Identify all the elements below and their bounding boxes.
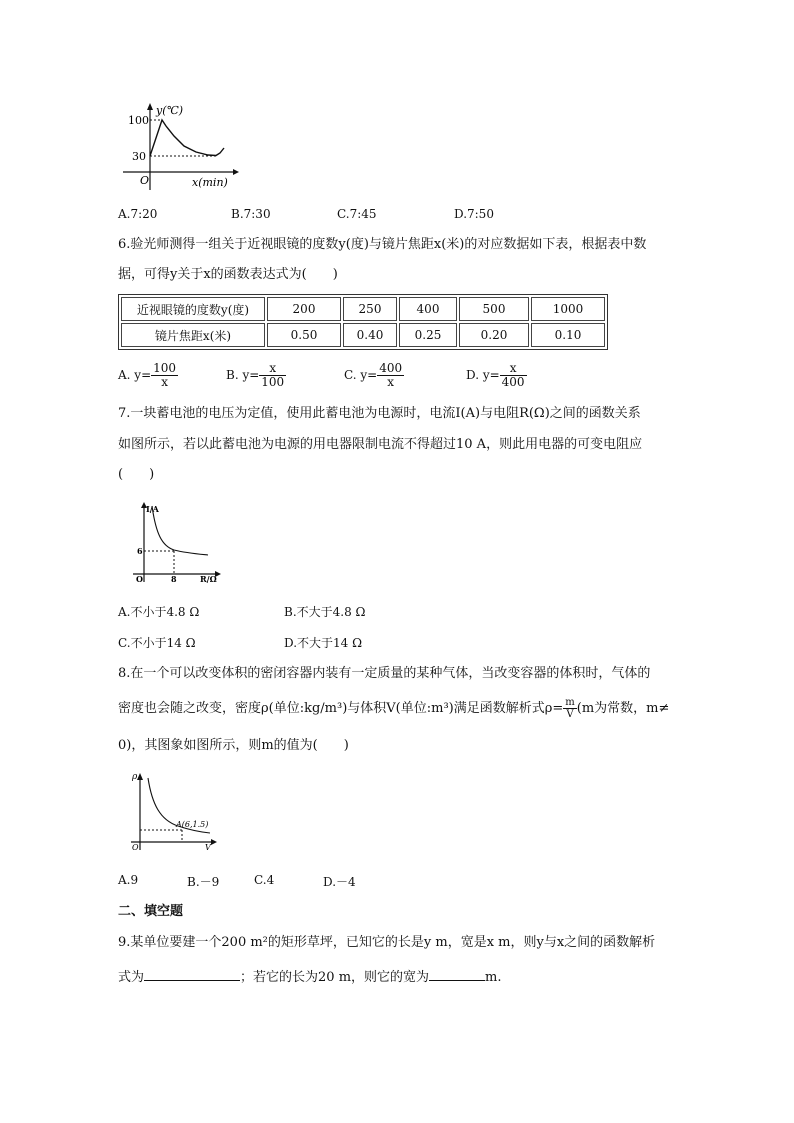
table-row-header: 近视眼镜的度数y(度) xyxy=(121,297,265,321)
table-row xyxy=(121,297,605,321)
q6-option-b[interactable]: B. y= $\frac{x}{100}$ xyxy=(226,361,285,389)
q9-stem-line2: 式为 ；若它的长为20 m，则它的宽为 m. xyxy=(118,966,502,987)
graph8-origin: O xyxy=(132,843,139,852)
table-cell: 250 xyxy=(343,297,397,321)
q7-stem-line2: 如图所示，若以此蓄电池为电源的用电器限制电流不得超过10 A，则此用电器的可变电阻应 xyxy=(118,437,643,452)
q7-option-a[interactable]: A.不小于4.8 Ω xyxy=(118,605,200,619)
q5-option-d[interactable]: D.7:50 xyxy=(454,207,494,221)
table-row xyxy=(121,323,605,347)
q8-option-a[interactable]: A.9 xyxy=(118,873,139,887)
table-cell: 1000 xyxy=(531,297,605,321)
table-cell: 0.40 xyxy=(343,323,397,347)
q7-stem-line3: ( ) xyxy=(118,467,155,482)
q8-option-c[interactable]: C.4 xyxy=(254,873,275,887)
q5-option-b[interactable]: B.7:30 xyxy=(231,207,271,221)
q6-stem-line1: 6.验光师测得一组关于近视眼镜的度数y(度)与镜片焦距x(米)的对应数据如下表，根据表中数 xyxy=(118,237,647,252)
table-cell: 0.50 xyxy=(267,323,341,347)
graph8-y-label: ρ xyxy=(132,772,138,782)
q8-stem-line1: 8.在一个可以改变体积的密闭容器内装有一定质量的某种气体，当改变容器的体积时，气体的 xyxy=(118,666,651,681)
graph7-origin: O xyxy=(136,574,143,584)
current-resistance-graph xyxy=(130,500,225,585)
graph1-tick-100: 100 xyxy=(128,114,149,127)
graph8-x-label: V xyxy=(205,843,211,852)
q6-option-a[interactable]: A. y= $\frac{100}{x}$ xyxy=(118,361,177,389)
graph1-x-label: x(min) xyxy=(192,176,228,189)
q7-option-d[interactable]: D.不大于14 Ω xyxy=(284,636,363,650)
graph1-origin: O xyxy=(140,174,150,187)
table-cell: 400 xyxy=(399,297,457,321)
q5-option-a[interactable]: A.7:20 xyxy=(118,207,158,221)
graph1-tick-30: 30 xyxy=(132,150,146,163)
q8-option-b[interactable]: B.－9 xyxy=(187,875,220,889)
temperature-graph xyxy=(118,98,268,193)
graph7-x-tick: 8 xyxy=(171,574,177,584)
q8-stem-line2: 密度也会随之改变，密度ρ(单位:kg/m³)与体积V(单位:m³)满足函数解析式ρ= $\frac{m}{V}$ (m为常数，m≠ xyxy=(118,697,670,720)
table-cell: 0.25 xyxy=(399,323,457,347)
graph7-y-tick: 6 xyxy=(137,546,143,556)
q6-option-c[interactable]: C. y= $\frac{400}{x}$ xyxy=(344,361,403,389)
graph8-point-label: A(6,1.5) xyxy=(176,820,209,829)
graph1-y-label: y(℃) xyxy=(156,104,184,117)
answer-blank-1[interactable] xyxy=(144,966,240,981)
graph7-y-label: I/A xyxy=(146,504,159,514)
q6-stem-line2: 据，可得y关于x的函数表达式为( ) xyxy=(118,267,338,282)
q9-stem-line1: 9.某单位要建一个200 m²的矩形草坪，已知它的长是y m，宽是x m，则y与x之间的函数解析 xyxy=(118,935,656,950)
q7-stem-line1: 7.一块蓄电池的电压为定值，使用此蓄电池为电源时，电流I(A)与电阻R(Ω)之间的函数关系 xyxy=(118,406,641,421)
density-volume-graph xyxy=(128,770,228,852)
table-cell: 0.20 xyxy=(459,323,529,347)
q7-option-b[interactable]: B.不大于4.8 Ω xyxy=(284,605,366,619)
q5-option-c[interactable]: C.7:45 xyxy=(337,207,377,221)
table-cell: 200 xyxy=(267,297,341,321)
q8-stem-line3: 0)，其图象如图所示，则m的值为( ) xyxy=(118,738,349,753)
q8-option-d[interactable]: D.－4 xyxy=(323,875,356,889)
answer-blank-2[interactable] xyxy=(429,966,485,981)
table-cell: 0.10 xyxy=(531,323,605,347)
q6-data-table xyxy=(118,294,608,350)
table-cell: 500 xyxy=(459,297,529,321)
q7-option-c[interactable]: C.不小于14 Ω xyxy=(118,636,196,650)
section-heading: 二、填空题 xyxy=(118,904,184,919)
table-row-header: 镜片焦距x(米) xyxy=(121,323,265,347)
graph7-x-label: R/Ω xyxy=(200,574,217,584)
q6-option-d[interactable]: D. y= $\frac{x}{400}$ xyxy=(466,361,525,389)
